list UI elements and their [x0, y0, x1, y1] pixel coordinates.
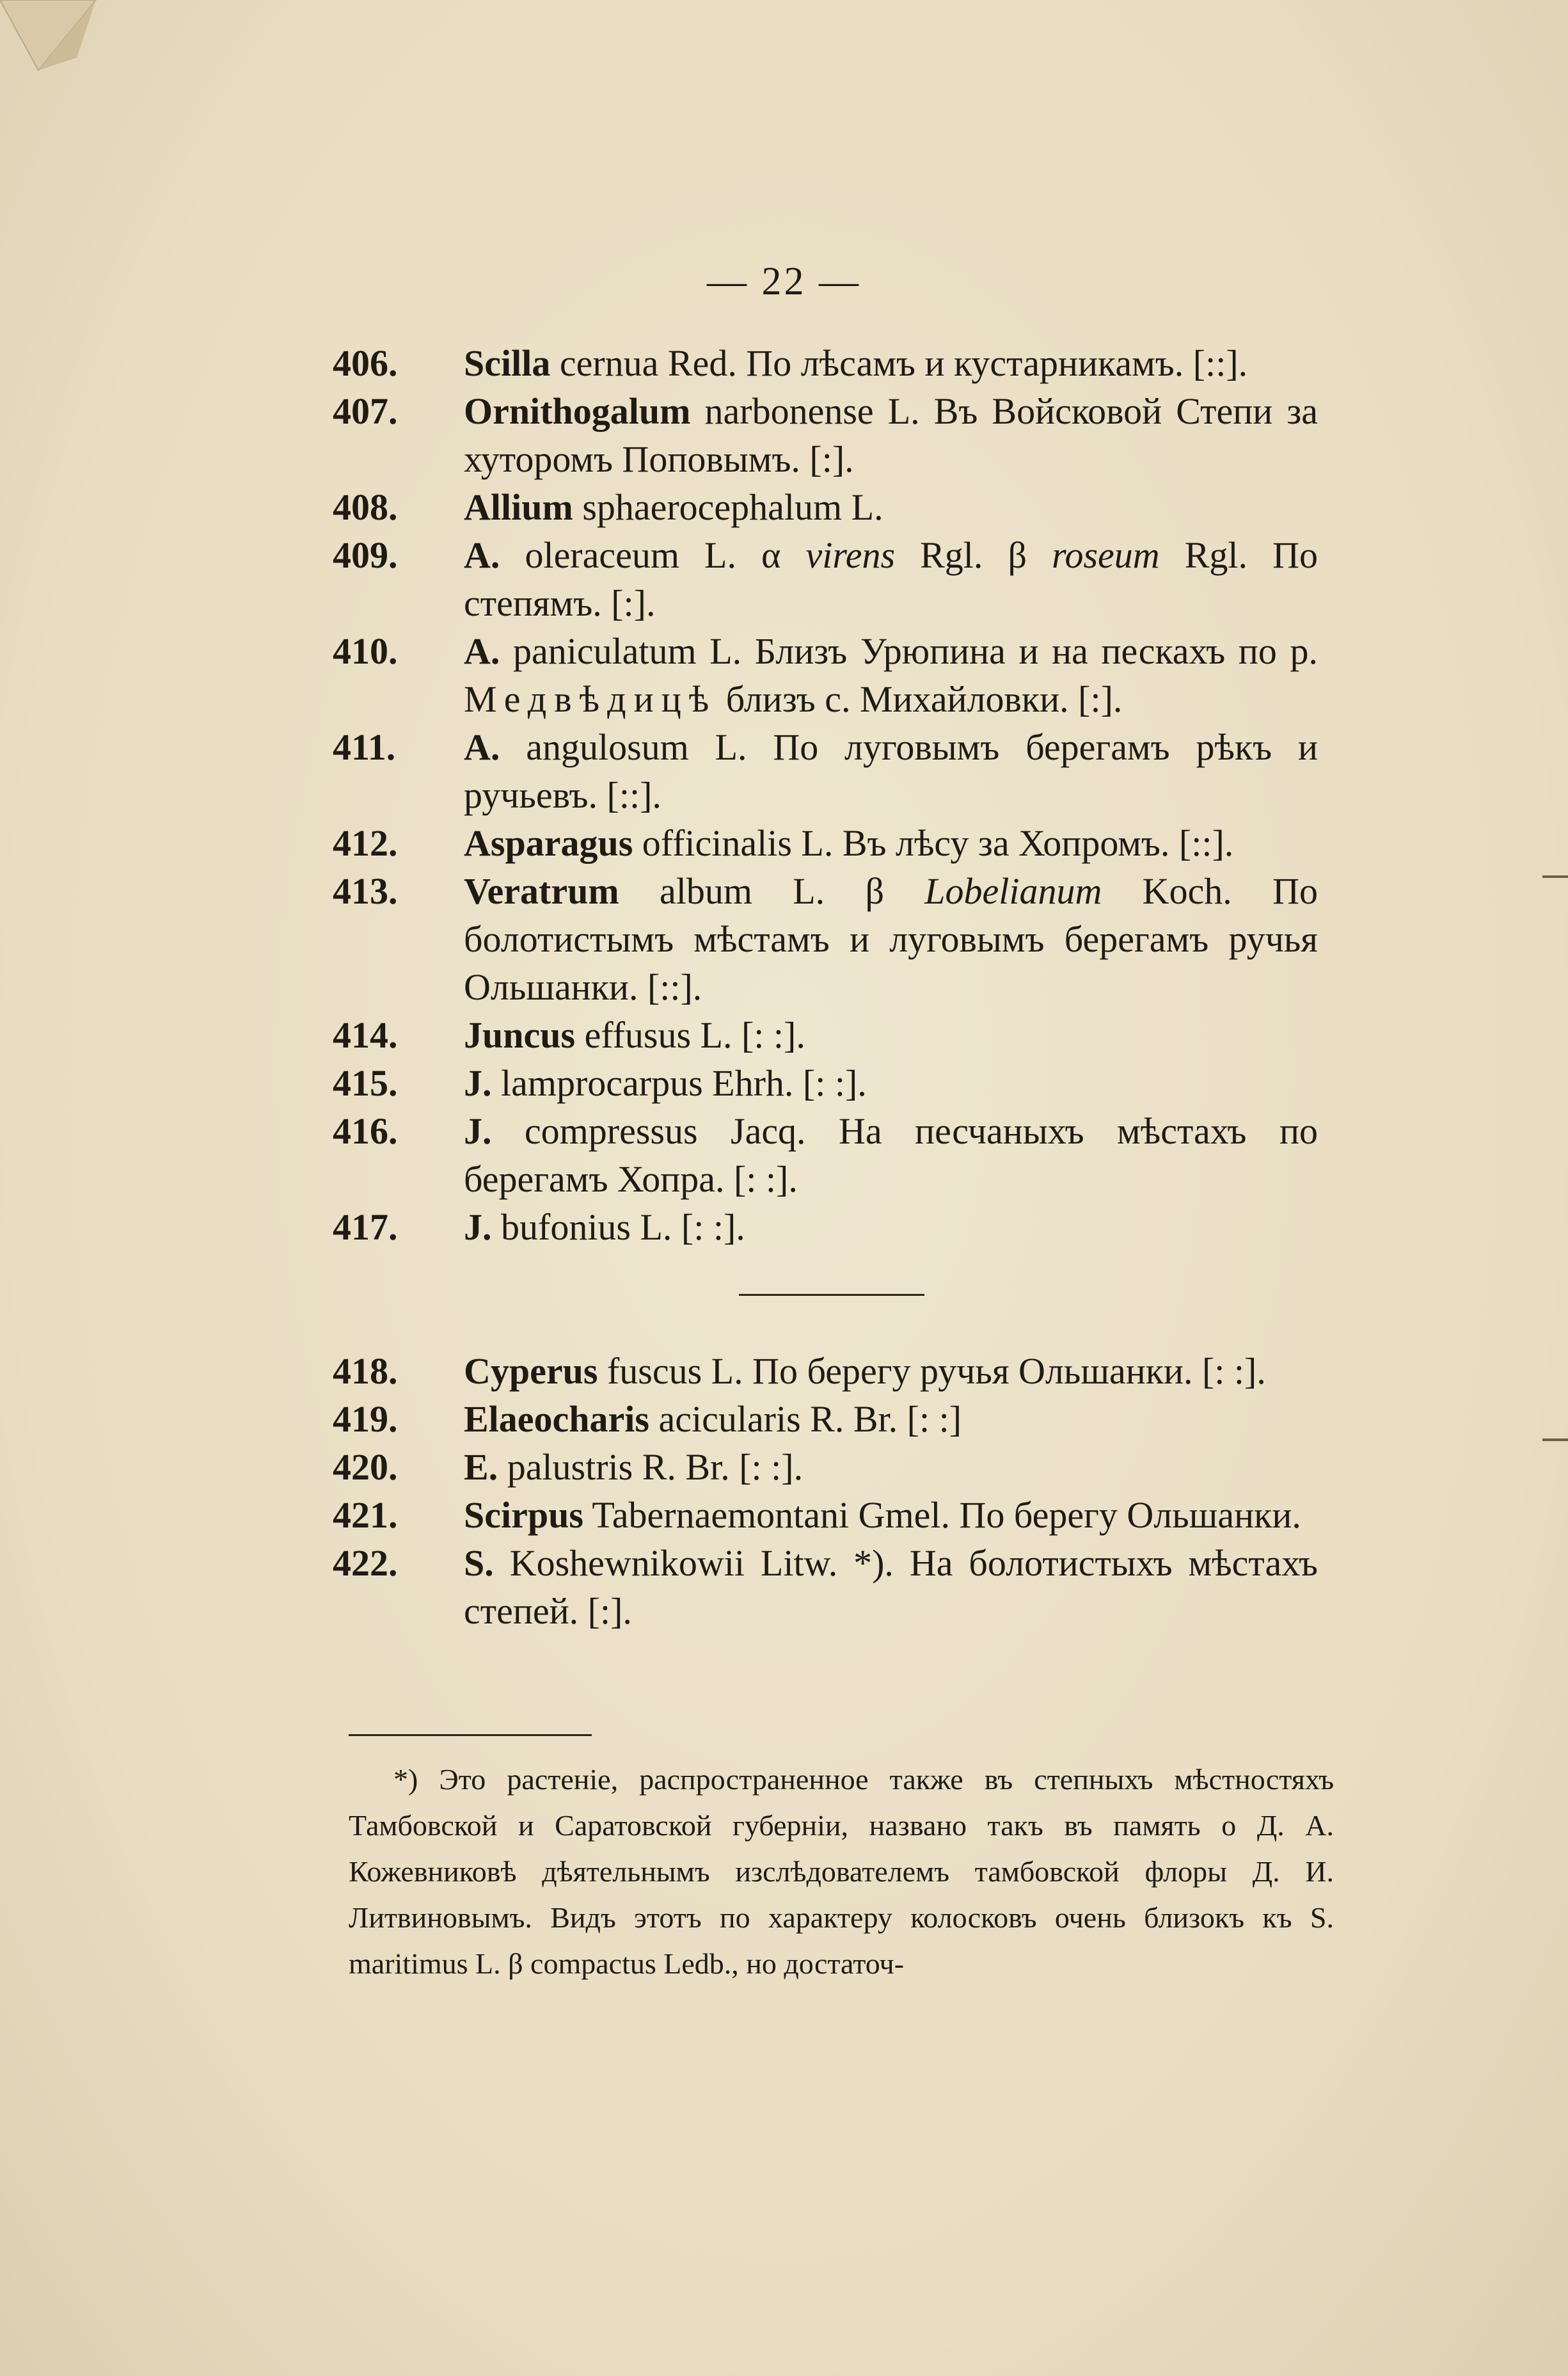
folded-corner-icon — [0, 0, 102, 102]
entry-text: lamprocarpus Ehrh. [: :]. — [491, 1062, 867, 1104]
species-entry-406 — [333, 339, 1318, 387]
genus-name: Cyperus — [464, 1350, 598, 1392]
species-list-bottom — [333, 1347, 1318, 1635]
genus-name: S. — [464, 1542, 494, 1584]
entry-text: oleraceum L. α — [500, 534, 806, 576]
entry-text: effusus L. [: :]. — [575, 1014, 805, 1056]
species-entry-413 — [333, 867, 1318, 1011]
genus-name: E. — [464, 1446, 498, 1488]
entry-number: 420. — [333, 1446, 398, 1488]
species-entry-421 — [333, 1491, 1318, 1539]
genus-name: Ornithogalum — [464, 390, 691, 432]
entry-text: palustris R. Br. [: :]. — [498, 1446, 804, 1488]
entry-text: Rgl. По степямъ. [:]. — [464, 534, 1318, 624]
variety-name: virens — [805, 534, 896, 576]
entry-text: compressus Jacq. На песчаныхъ мѣстахъ по берегамъ Хопра. [: :]. — [464, 1110, 1318, 1200]
species-entry-416 — [333, 1107, 1318, 1203]
entry-number: 410. — [333, 630, 398, 672]
entry-number: 416. — [333, 1110, 398, 1152]
entry-number: 419. — [333, 1398, 398, 1440]
entry-text: Rgl. β — [895, 534, 1052, 576]
entry-text: officinalis L. Въ лѣсу за Хопромъ. [::]. — [633, 822, 1234, 864]
entry-text: paniculatum L. Близъ Урюпина и на пескахъ по р. — [500, 630, 1318, 672]
species-entry-418 — [333, 1347, 1318, 1395]
species-entry-411 — [333, 723, 1318, 819]
genus-name: Asparagus — [464, 822, 633, 864]
entry-text: Koch. По болотистымъ мѣстамъ и луговымъ берегамъ ручья Ольшанки. [::]. — [464, 870, 1318, 1008]
page-number: — 22 — — [707, 260, 861, 303]
entry-number: 417. — [333, 1206, 398, 1248]
species-entry-409 — [333, 531, 1318, 627]
footnote-text: Ledb., но достаточ- — [656, 1947, 905, 1980]
genus-name: A. — [464, 726, 500, 768]
entry-number: 408. — [333, 486, 398, 528]
genus-name: Scirpus — [464, 1494, 583, 1536]
species-list-top — [333, 339, 1318, 1251]
entry-number: 421. — [333, 1494, 398, 1536]
entry-number: 412. — [333, 822, 398, 864]
species-entry-420 — [333, 1443, 1318, 1491]
footnote-divider — [349, 1734, 592, 1736]
species-entry-408 — [333, 483, 1318, 531]
entry-text: sphaerocephalum L. — [573, 486, 883, 528]
species-entry-422 — [333, 1539, 1318, 1635]
footnote-text: *) Это растеніе, распространенное также въ степныхъ мѣстностяхъ Тамбовской и Саратовской губерніи, названо такъ въ память о Д. А. Кожевниковѣ дѣятельнымъ изслѣдователемъ тамбовской флоры Д. И. Литвиновымъ. Видъ этотъ по характеру колосковъ очень близокъ къ S. maritimus L. β — [349, 1763, 1334, 1980]
genus-name: J. — [464, 1062, 492, 1104]
entry-number: 409. — [333, 534, 398, 576]
species-entry-417 — [333, 1203, 1318, 1251]
entry-number: 422. — [333, 1542, 398, 1584]
genus-name: Allium — [464, 486, 573, 528]
species-entry-410 — [333, 627, 1318, 723]
entry-text: acicularis R. Br. [: :] — [649, 1398, 962, 1440]
genus-name: A. — [464, 630, 500, 672]
variety-name: roseum — [1052, 534, 1160, 576]
species-entry-415 — [333, 1059, 1318, 1107]
entry-text: Tabernaemontani Gmel. По берегу Ольшанки. — [583, 1494, 1301, 1536]
entry-text: cernua Red. По лѣсамъ и кустарникамъ. [::]. — [550, 342, 1248, 384]
edge-mark — [1542, 875, 1568, 878]
genus-name: Veratrum — [464, 870, 619, 912]
entry-number: 406. — [333, 342, 398, 384]
entry-text: близъ с. Михайловки. [:]. — [717, 678, 1123, 720]
genus-name: Juncus — [464, 1014, 576, 1056]
genus-name: J. — [464, 1110, 492, 1152]
entry-text: Koshewnikowii Litw. *). На болотистыхъ мѣстахъ степей. [:]. — [464, 1542, 1318, 1632]
genus-name: A. — [464, 534, 500, 576]
entry-number: 415. — [333, 1062, 398, 1104]
section-divider — [739, 1294, 924, 1296]
species-entry-412 — [333, 819, 1318, 867]
genus-name: J. — [464, 1206, 492, 1248]
entry-text: narbonense L. Въ Войсковой Степи за хуторомъ Поповымъ. [:]. — [464, 390, 1318, 480]
entry-text: angulosum L. По луговымъ берегамъ рѣкъ и ручьевъ. [::]. — [464, 726, 1318, 816]
species-entry-419 — [333, 1395, 1318, 1443]
genus-name: Scilla — [464, 342, 551, 384]
entry-number: 414. — [333, 1014, 398, 1056]
river-name: Медвѣдицѣ — [464, 678, 717, 720]
genus-name: Elaeocharis — [464, 1398, 649, 1440]
entry-number: 407. — [333, 390, 398, 432]
footnote — [349, 1757, 1334, 1987]
entry-number: 411. — [333, 726, 396, 768]
entry-number: 418. — [333, 1350, 398, 1392]
entry-text: bufonius L. [: :]. — [491, 1206, 745, 1248]
variety-name: Lobelianum — [924, 870, 1102, 912]
entry-number: 413. — [333, 870, 398, 912]
species-entry-414 — [333, 1011, 1318, 1059]
species-entry-407 — [333, 387, 1318, 483]
entry-text: album L. β — [619, 870, 925, 912]
edge-mark — [1542, 1439, 1568, 1441]
variety-name: compactus — [530, 1947, 656, 1980]
entry-text: fuscus L. По берегу ручья Ольшанки. [: :]. — [598, 1350, 1266, 1392]
